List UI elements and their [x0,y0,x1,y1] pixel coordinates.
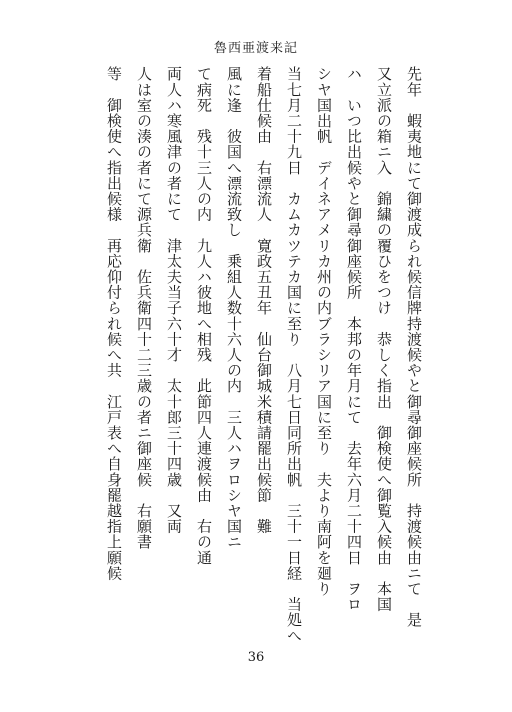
text-line: 風に逢 彼国へ漂流致し 乗組人数十六人の内 三人ハヲロシヤ国ニ [225,66,243,550]
text-line: 等 御検使へ指出候様 再応仰付られ候へ共 江戸表へ自身罷越指上願候 [105,66,123,581]
text-line: 先年 蝦夷地にて御渡成られ候信牌持渡候やと御尋御座候所 持渡候由ニて 是 [405,66,423,628]
text-line: 当七月二十九日 カムカツテカ国に至り 八月七日同所出帆 三十一日経 当処へ [285,66,303,644]
body-text [104,66,424,644]
page-number: 36 [247,650,265,665]
text-line: シヤ国出帆 デイネアメリカ州の内ブラシリア国に至り 夫より南阿を廻り [315,66,333,597]
text-line: て病死 残十三人の内 九人ハ彼地へ相残 此節四人連渡候由 右の通 [195,66,213,566]
text-line: 両人ハ寒風津の者にて 津太夫当子六十才 太十郎三十四歳 又両 [165,66,183,534]
page-header: 魯西亜渡来記 [213,41,298,56]
text-line: 着船仕候由 右漂流人 寛政五丑年 仙台御城米積請罷出候節 難 [255,66,273,534]
text-line: 人は室の湊の者にて源兵衛 佐兵衛四十二三歳の者ニ御座候 右願書 [135,66,153,550]
text-line: ハ いつ比出候やと御尋御座候所 本邦の年月にて 去年六月二十四日 ヲロ [345,66,363,612]
text-line: 又立派の箱ニ入 錦繍の覆ひをつけ 恭しく指出 御検使へ御覧入候由 本国 [375,66,393,612]
